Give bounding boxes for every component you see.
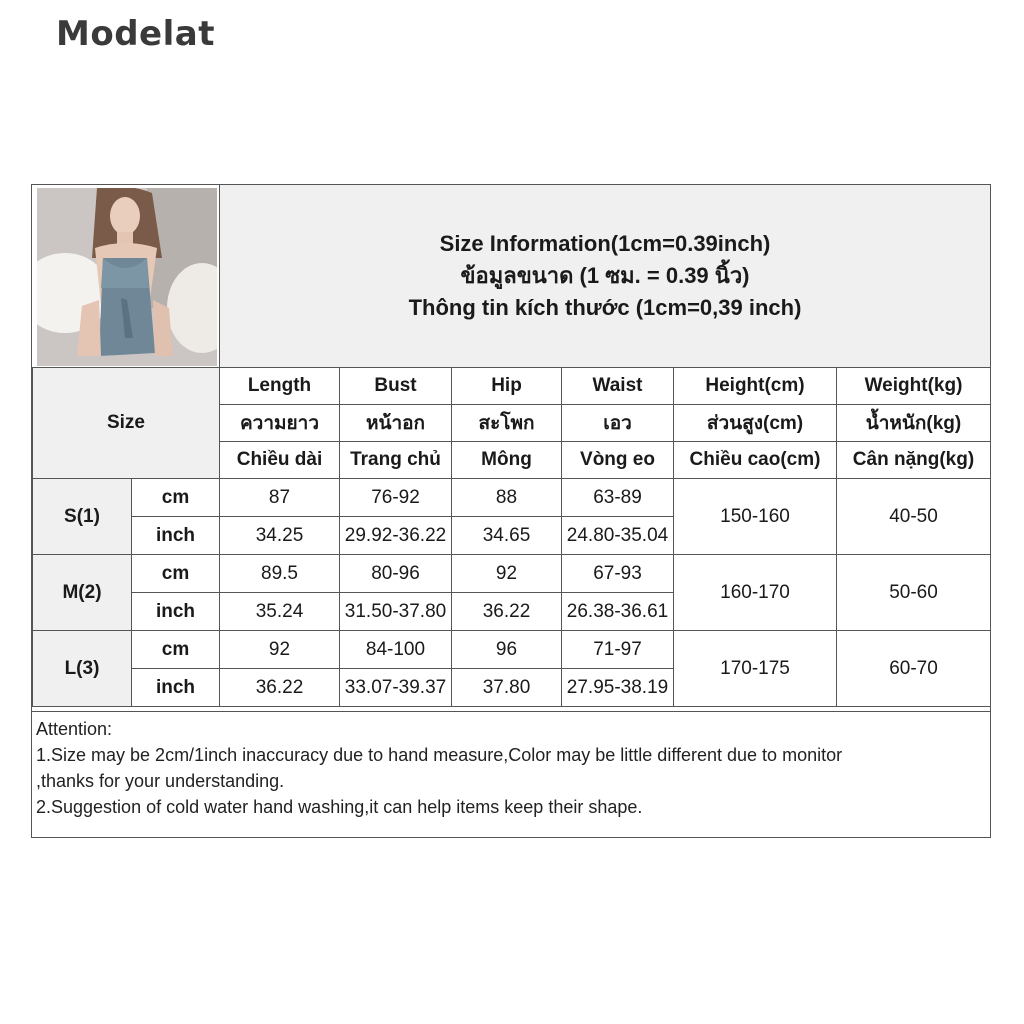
attention-note-1-cont: ,thanks for your understanding.	[36, 771, 285, 791]
unit-label: cm	[132, 631, 220, 669]
hip-cell: 92	[452, 555, 562, 593]
size-chart	[31, 184, 991, 838]
header-hip-en: Hip	[452, 368, 562, 405]
size-table	[32, 367, 991, 707]
header-waist-en: Waist	[562, 368, 674, 405]
size-row-s-cm	[33, 479, 991, 517]
header-waist-th: เอว	[562, 405, 674, 442]
length-cell: 92	[220, 631, 340, 669]
header-weight-th: น้ำหนัก(kg)	[837, 405, 991, 442]
weight-cell: 50-60	[837, 555, 991, 631]
header-bust-th: หน้าอก	[340, 405, 452, 442]
header-weight-vi: Cân nặng(kg)	[837, 442, 991, 479]
bust-cell: 29.92-36.22	[340, 517, 452, 555]
waist-cell: 71-97	[562, 631, 674, 669]
unit-label: inch	[132, 593, 220, 631]
waist-cell: 63-89	[562, 479, 674, 517]
size-row-l-cm	[33, 631, 991, 669]
waist-cell: 24.80-35.04	[562, 517, 674, 555]
header-weight-en: Weight(kg)	[837, 368, 991, 405]
hip-cell: 36.22	[452, 593, 562, 631]
attention-note-1: 1.Size may be 2cm/1inch inaccuracy due to hand measure,Color may be little different due to monitor	[36, 745, 843, 765]
header-length-vi: Chiều dài	[220, 442, 340, 479]
size-name: L(3)	[33, 631, 132, 707]
waist-cell: 26.38-36.61	[562, 593, 674, 631]
attention-notes	[32, 711, 990, 837]
header-hip-th: สะโพก	[452, 405, 562, 442]
height-cell: 150-160	[674, 479, 837, 555]
hip-cell: 88	[452, 479, 562, 517]
info-line-vi: Thông tin kích thước (1cm=0,39 inch)	[408, 295, 802, 320]
size-name: M(2)	[33, 555, 132, 631]
attention-heading: Attention:	[36, 719, 113, 739]
size-label: Size	[33, 368, 220, 479]
bust-cell: 31.50-37.80	[340, 593, 452, 631]
height-cell: 160-170	[674, 555, 837, 631]
weight-cell: 60-70	[837, 631, 991, 707]
bust-cell: 84-100	[340, 631, 452, 669]
info-line-th: ข้อมูลขนาด (1 ซม. = 0.39 นิ้ว)	[460, 263, 750, 288]
product-photo	[37, 188, 217, 366]
header-height-th: ส่วนสูง(cm)	[674, 405, 837, 442]
info-line-en: Size Information(1cm=0.39inch)	[439, 231, 771, 256]
hip-cell: 34.65	[452, 517, 562, 555]
header-hip-vi: Mông	[452, 442, 562, 479]
weight-cell: 40-50	[837, 479, 991, 555]
header-bust-en: Bust	[340, 368, 452, 405]
length-cell: 34.25	[220, 517, 340, 555]
hip-cell: 96	[452, 631, 562, 669]
height-cell: 170-175	[674, 631, 837, 707]
bust-cell: 76-92	[340, 479, 452, 517]
unit-label: inch	[132, 669, 220, 707]
unit-label: cm	[132, 555, 220, 593]
size-information-header	[219, 185, 990, 368]
waist-cell: 27.95-38.19	[562, 669, 674, 707]
header-length-en: Length	[220, 368, 340, 405]
length-cell: 89.5	[220, 555, 340, 593]
header-length-th: ความยาว	[220, 405, 340, 442]
unit-label: cm	[132, 479, 220, 517]
bust-cell: 80-96	[340, 555, 452, 593]
brand-title: Modelat	[56, 14, 215, 54]
header-height-en: Height(cm)	[674, 368, 837, 405]
size-name: S(1)	[33, 479, 132, 555]
header-height-vi: Chiều cao(cm)	[674, 442, 837, 479]
unit-label: inch	[132, 517, 220, 555]
waist-cell: 67-93	[562, 555, 674, 593]
length-cell: 36.22	[220, 669, 340, 707]
length-cell: 87	[220, 479, 340, 517]
size-row-m-cm	[33, 555, 991, 593]
bust-cell: 33.07-39.37	[340, 669, 452, 707]
attention-note-2: 2.Suggestion of cold water hand washing,it can help items keep their shape.	[36, 797, 643, 817]
length-cell: 35.24	[220, 593, 340, 631]
header-bust-vi: Trang chủ	[340, 442, 452, 479]
header-waist-vi: Vòng eo	[562, 442, 674, 479]
hip-cell: 37.80	[452, 669, 562, 707]
